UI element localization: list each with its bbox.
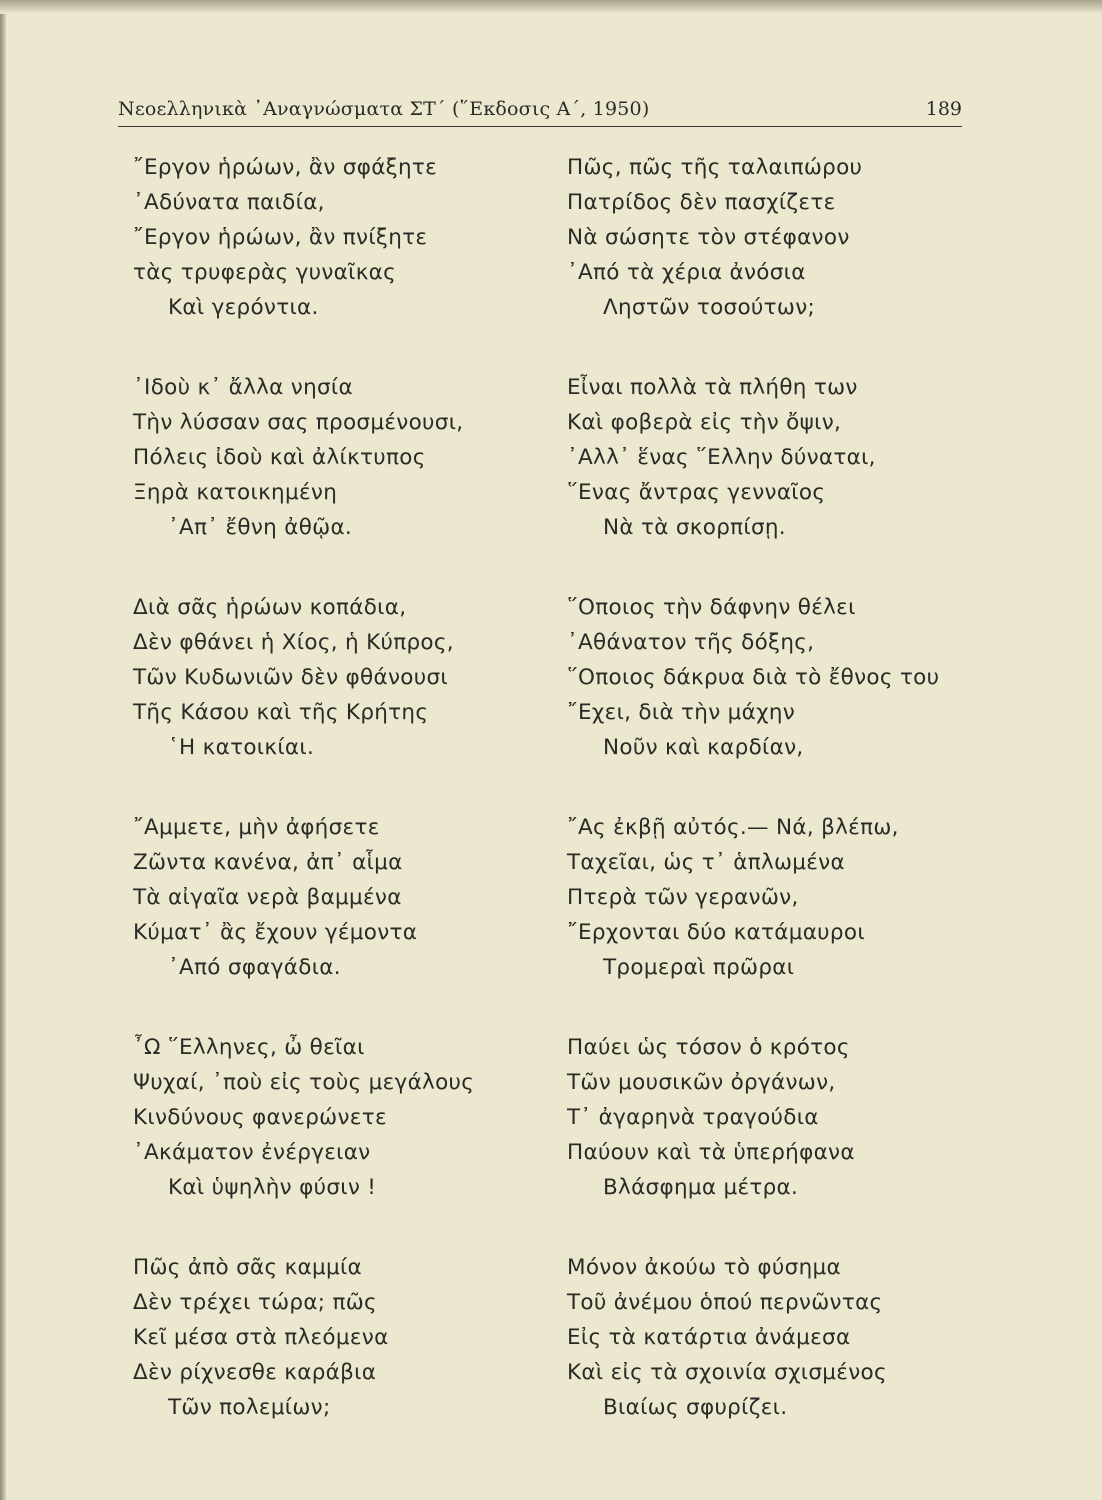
verse-line: Εἶναι πολλὰ τὰ πλήθη των (567, 375, 858, 400)
stanza (133, 370, 533, 545)
verse-line: ῞Ενας ἄντρας γενναῖος (567, 480, 826, 505)
verse-line-indented: Βλάσφημα μέτρα. (603, 1175, 799, 1200)
verse-line: ῎Ας ἐκβῇ αὐτός.— Νά, βλέπω, (567, 815, 899, 840)
stanza (133, 1250, 533, 1425)
verse-line: Ταχεῖαι, ὡς τ᾿ ἁπλωμένα (567, 850, 845, 875)
verse-line: ῎Εργον ἡρώων, ἂν σφάξητε (133, 155, 438, 180)
verse-line: ᾿Ακάματον ἐνέργειαν (133, 1140, 371, 1165)
verse-line-indented: Τρομεραὶ πρῶραι (603, 955, 795, 980)
verse-line: ῎Εχει, διὰ τὴν μάχην (567, 700, 796, 725)
verse-line-indented: Καὶ γερόντια. (168, 295, 319, 320)
verse-line: Πόλεις ἰδοὺ καὶ ἀλίκτυπος (133, 445, 426, 470)
verse-line: Διὰ σᾶς ἡρώων κοπάδια, (133, 595, 407, 620)
verse-line: Ζῶντα κανένα, ἀπ᾿ αἷμα (133, 850, 403, 875)
stanza (567, 590, 967, 765)
verse-line-indented: Τῶν πολεμίων; (168, 1395, 331, 1420)
verse-line: Καὶ εἰς τὰ σχοινία σχισμένος (567, 1360, 887, 1385)
verse-line: Πατρίδος δὲν πασχίζετε (567, 190, 836, 215)
verse-line: Κύματ᾿ ἂς ἔχουν γέμοντα (133, 920, 418, 945)
verse-line: Πῶς ἀπὸ σᾶς καμμία (133, 1255, 363, 1280)
verse-line: Ψυχαί, ᾿ποὺ εἰς τοὺς μεγάλους (133, 1070, 475, 1095)
verse-line: Δὲν τρέχει τώρα; πῶς (133, 1290, 377, 1315)
verse-line: ῏Ω ῞Ελληνες, ὦ θεῖαι (133, 1035, 365, 1060)
stanza (133, 1030, 533, 1205)
verse-line: Τὴν λύσσαν σας προσμένουσι, (133, 410, 464, 435)
verse-line: Τοῦ ἀνέμου ὁπού περνῶντας (567, 1290, 883, 1315)
verse-line: Τ᾿ ἀγαρηνὰ τραγούδια (567, 1105, 819, 1130)
stanza (133, 590, 533, 765)
verse-line: Ξηρὰ κατοικημένη (133, 480, 338, 505)
verse-line-indented: ᾿Απ᾿ ἔθνη ἀθῷα. (168, 515, 353, 540)
verse-line: Εἰς τὰ κατάρτια ἀνάμεσα (567, 1325, 851, 1350)
stanza (567, 810, 967, 985)
verse-line: ῎Εργον ἡρώων, ἂν πνίξητε (133, 225, 428, 250)
verse-line: Τῶν μουσικῶν ὀργάνων, (567, 1070, 836, 1095)
stanza (567, 1250, 967, 1425)
verse-line: Πῶς, πῶς τῆς ταλαιπώρου (567, 155, 863, 180)
verse-line: Δὲν φθάνει ἡ Χίος, ἡ Κύπρος, (133, 630, 454, 655)
stanza (567, 370, 967, 545)
stanza (133, 150, 533, 325)
verse-line: ᾿Αλλ᾿ ἕνας ῞Ελλην δύναται, (567, 445, 876, 470)
poem-column-left (133, 150, 533, 1470)
poem-column-right (567, 150, 967, 1470)
page-top-edge (0, 0, 1102, 14)
verse-line: ᾿Από τὰ χέρια ἀνόσια (567, 260, 806, 285)
verse-line: Νὰ σώσητε τὸν στέφανον (567, 225, 850, 250)
verse-line: Τῆς Κάσου καὶ τῆς Κρήτης (133, 700, 429, 725)
verse-line: Δὲν ρίχνεσθε καράβια (133, 1360, 377, 1385)
stanza (567, 150, 967, 325)
verse-line-indented: ῾Η κατοικίαι. (168, 735, 315, 760)
verse-line-indented: Νὰ τὰ σκορπίσῃ. (603, 515, 786, 540)
verse-line-indented: Καὶ ὑψηλὴν φύσιν ! (168, 1175, 377, 1200)
verse-line-indented: ᾿Από σφαγάδια. (168, 955, 341, 980)
verse-line: Καὶ φοβερὰ εἰς τὴν ὄψιν, (567, 410, 842, 435)
verse-line: Παύουν καὶ τὰ ὑπερήφανα (567, 1140, 855, 1165)
stanza (567, 1030, 967, 1205)
stanza (133, 810, 533, 985)
verse-line-indented: Νοῦν καὶ καρδίαν, (603, 735, 804, 760)
verse-line-indented: Βιαίως σφυρίζει. (603, 1395, 788, 1420)
verse-line: Κινδύνους φανερώνετε (133, 1105, 387, 1130)
verse-line: Τὰ αἰγαῖα νερὰ βαμμένα (133, 885, 402, 910)
verse-line: ᾿Αδύνατα παιδία, (133, 190, 325, 215)
verse-line: Πτερὰ τῶν γερανῶν, (567, 885, 799, 910)
verse-line: τὰς τρυφερὰς γυναῖκας (133, 260, 397, 285)
verse-line: ῞Οποιος δάκρυα διὰ τὸ ἔθνος του (567, 665, 940, 690)
verse-line: Τῶν Κυδωνιῶν δὲν φθάνουσι (133, 665, 448, 690)
verse-line: Κεῖ μέσα στὰ πλεόμενα (133, 1325, 389, 1350)
verse-line: ᾿Ιδοὺ κ᾿ ἄλλα νησία (133, 375, 353, 400)
book-spine-edge (0, 0, 6, 1500)
running-title: Νεοελληνικὰ ᾿Αναγνώσματα ΣΤ΄ (῞Εκδοσις Α΄, 1950) (118, 98, 650, 120)
page-number: 189 (925, 98, 962, 120)
running-header (118, 92, 962, 127)
verse-line: Παύει ὡς τόσον ὁ κρότος (567, 1035, 850, 1060)
verse-line-indented: Ληστῶν τοσούτων; (603, 295, 816, 320)
verse-line: ᾿Αθάνατον τῆς δόξης, (567, 630, 815, 655)
verse-line: Μόνον ἀκούω τὸ φύσημα (567, 1255, 841, 1280)
verse-line: ῎Ερχονται δύο κατάμαυροι (567, 920, 865, 945)
verse-line: ῞Οποιος τὴν δάφνην θέλει (567, 595, 856, 620)
verse-line: ῎Αμμετε, μὴν ἀφήσετε (133, 815, 380, 840)
